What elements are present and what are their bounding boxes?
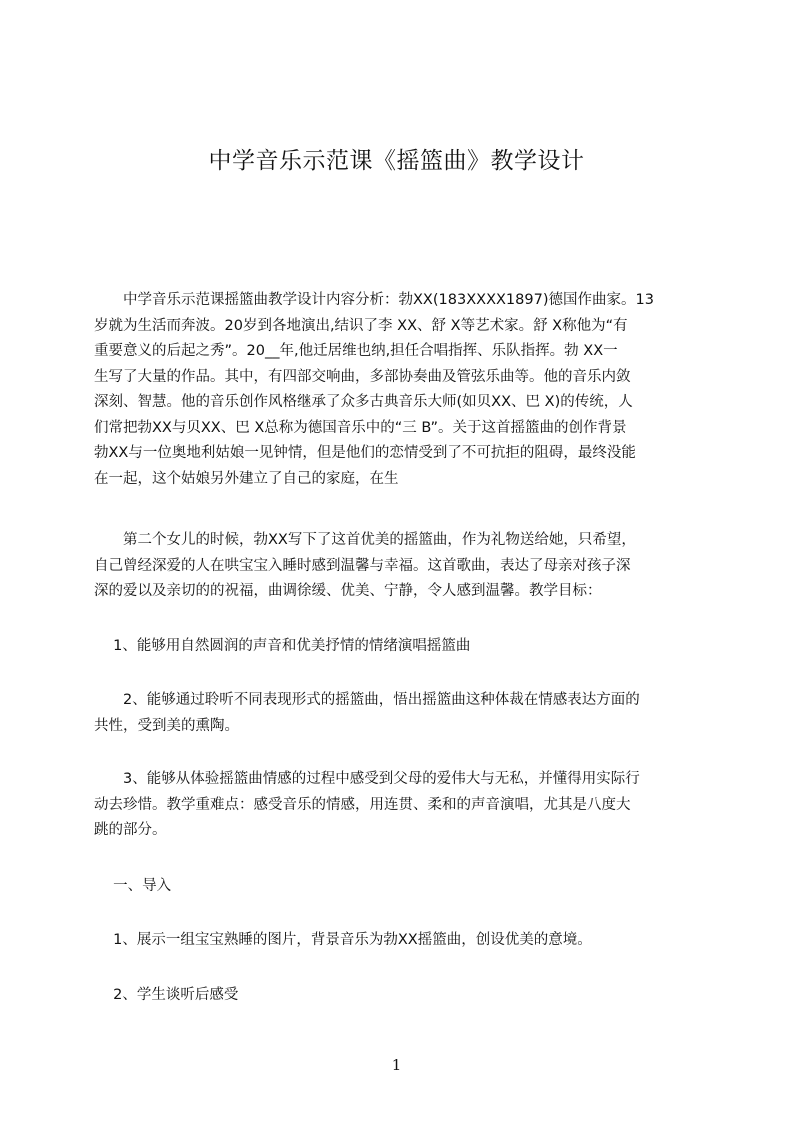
text-line: 跳的部分。 [94,822,167,838]
text-line: 深的爱以及亲切的的祝福，曲调徐缓、优美、宁静，令人感到温馨。教学目标： [94,583,602,599]
text-line: 在一起，这个姑娘另外建立了自己的家庭，在生 [94,470,399,487]
text-line: 们常把勃XX与贝XX、巴 X总称为德国音乐中的“三 B”。关于这首摇篮曲的创作背景 [94,419,627,436]
document-title: 中学音乐示范课《摇篮曲》教学设计 [208,148,585,174]
text-line: 勃XX与一位奥地利姑娘一见钟情，但是他们的恋情受到了不可抗拒的阻碍，最终没能 [94,445,636,461]
goal-item-2 [94,688,701,739]
text-line: 共性，受到美的熏陶。 [94,717,239,734]
text-line: 1、展示一组宝宝熟睡的图片，背景音乐为勃XX摇篮曲，创设优美的意境。 [94,932,592,948]
text-line: 自己曾经深爱的人在哄宝宝入睡时感到温馨与幸福。这首歌曲，表达了母亲对孩子深 [94,557,631,574]
text-line: 一、导入 [94,878,172,894]
text-line: 深刻、智慧。他的音乐创作风格继承了众多古典音乐大师(如贝XX、巴 X)的传统，人 [94,394,633,410]
goal-item-1 [94,634,701,660]
section-heading-intro [94,874,701,900]
text-line: 1、能够用自然圆润的声音和优美抒情的情绪演唱摇篮曲 [94,638,471,654]
text-line: 3、能够从体验摇篮曲情感的过程中感受到父母的爱伟大与无私，并懂得用实际行 [94,771,640,787]
text-line: 2、能够通过聆听不同表现形式的摇篮曲，悟出摇篮曲这种体裁在情感表达方面的 [94,692,640,708]
text-line: 第二个女儿的时候，勃XX写下了这首优美的摇篮曲，作为礼物送给她，只希望， [94,532,636,548]
intro-step-1 [94,928,701,954]
intro-step-2 [94,983,701,1009]
text-line: 动去珍惜。教学重难点：感受音乐的情感，用连贯、柔和的声音演唱，尤其是八度大 [94,796,631,813]
text-line: 重要意义的后起之秀”。20__年,他迁居维也纳,担任合唱指挥、乐队指挥。勃 XX一 [94,343,618,359]
text-line: 岁就为生活而奔波。20岁到各地演出,结识了李 XX、舒 X等艺术家。舒 X称他为“有 [94,317,628,334]
page-number: 1 [391,1056,402,1074]
text-line: 生写了大量的作品。其中，有四部交响曲，多部协奏曲及管弦乐曲等。他的音乐内敛 [94,368,631,385]
paragraph-background-goals [94,528,701,605]
text-line: 中学音乐示范课摇篮曲教学设计内容分析：勃XX(183XXXX1897)德国作曲家。13 [94,292,654,308]
paragraph-content-analysis [94,288,701,492]
text-line: 2、学生谈听后感受 [94,987,239,1003]
goal-item-3 [94,767,701,844]
